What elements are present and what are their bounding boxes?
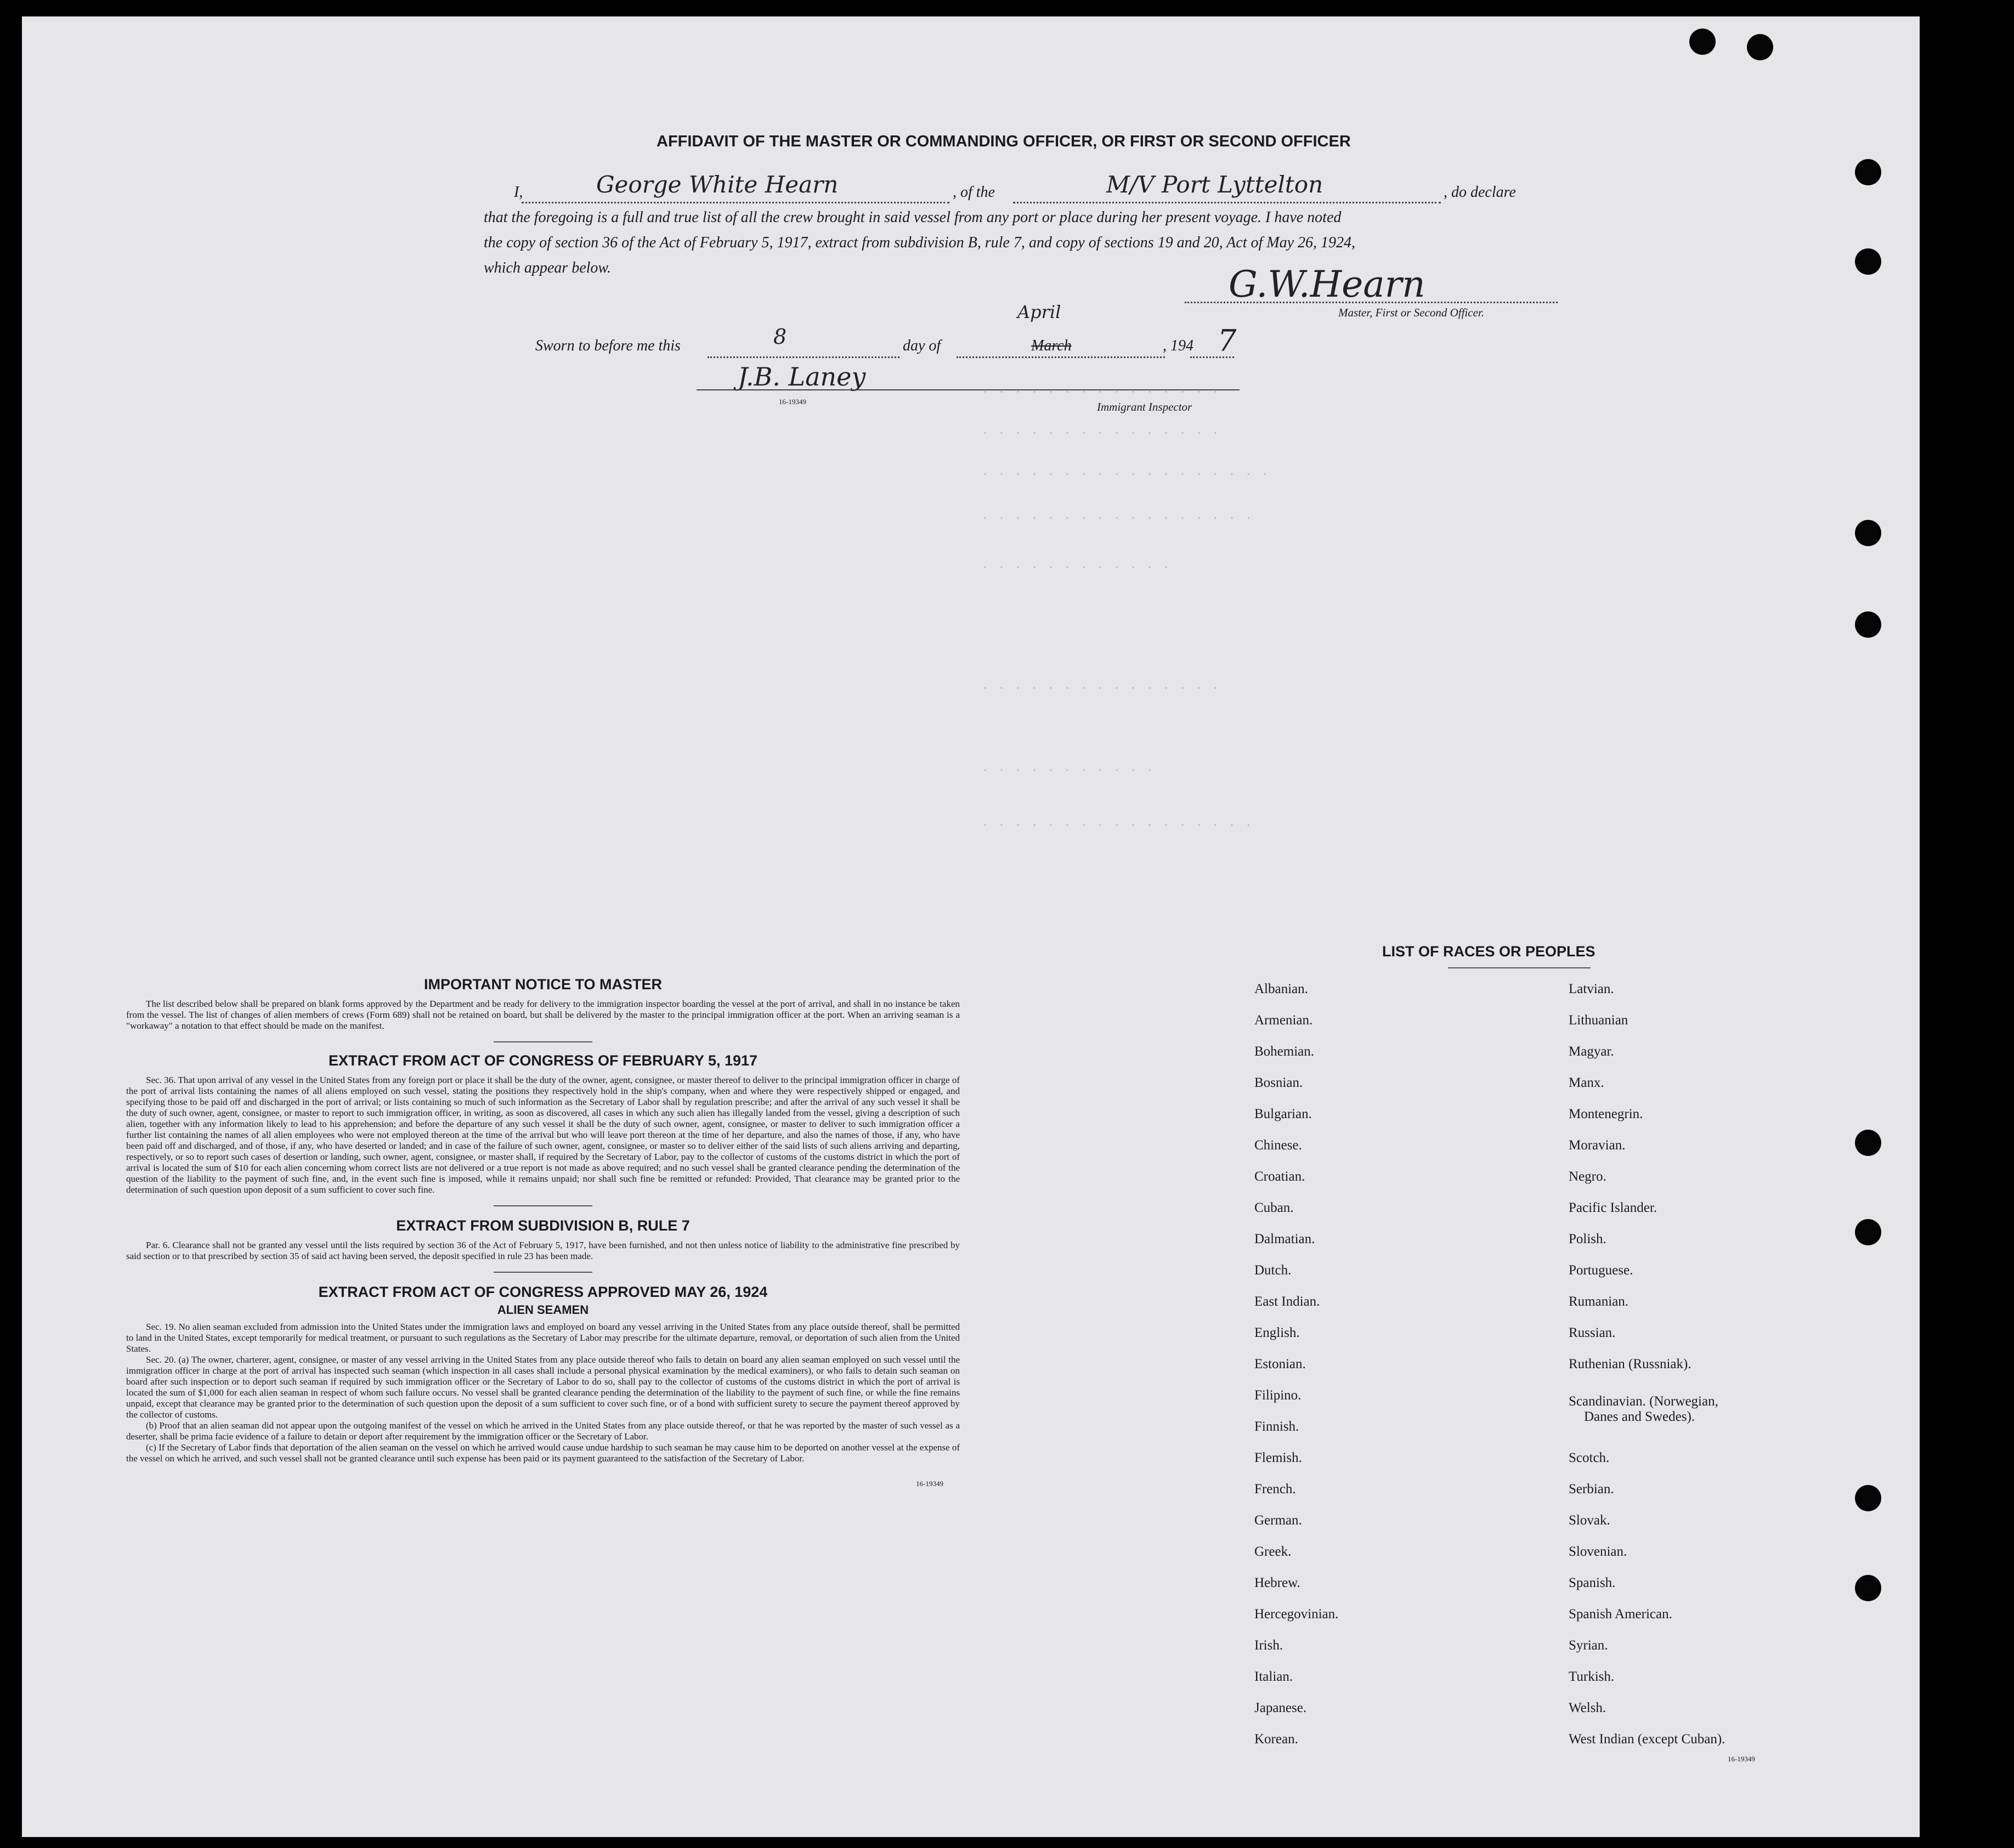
day-of-label: day of xyxy=(903,337,941,354)
race-item: Scandinavian. (Norwegian, xyxy=(1569,1394,1718,1409)
race-item: Chinese. xyxy=(1254,1138,1302,1153)
race-item: German. xyxy=(1254,1513,1302,1528)
master-caption: Master, First or Second Officer. xyxy=(1338,306,1484,319)
master-signature-line xyxy=(1185,302,1558,303)
race-item: Albanian. xyxy=(1254,982,1308,996)
inspector-form-code: 16-19349 xyxy=(779,398,806,406)
year-line xyxy=(1190,356,1234,358)
race-item: Manx. xyxy=(1569,1075,1604,1090)
race-item: Spanish American. xyxy=(1569,1607,1672,1622)
races-heading-rule xyxy=(1448,967,1591,968)
race-item: Cuban. xyxy=(1254,1200,1294,1215)
race-item: Japanese. xyxy=(1254,1700,1307,1715)
bleed-through-text: . . . . . . . . . . . . . . . xyxy=(982,384,1221,396)
race-item: Estonian. xyxy=(1254,1357,1306,1371)
inspector-signature-line xyxy=(697,389,1240,390)
act-1924-sec20a: Sec. 20. (a) The owner, charterer, agent, consignee, or master of any vessel arriving in the United States from any place outside thereof who fails to detain on board any alien seaman employed on such vessel until the immigration officer in charge at the port of arrival has inspected such seaman (which inspection in all cases shall include a personal physical examination by the medical examiners), or who fails to detain such seaman on board after such inspection or to deport such seaman if required by such immigration officer or the Secretary of Labor to do so, shall pay to the collector of customs of the customs district in which the port of arrival is located the sum of $1,000 for each alien seaman in respect of whom such failure occurs. No vessel shall be granted clearance pending the determination of the liability to the payment of such fine, or while the fine remains unpaid, except that clearance may be granted prior to the determination of such question upon the deposit of a sum sufficient to cover such fine, or of a bond with sufficient surety to secure the payment thereof approved by the collector of customs. xyxy=(126,1354,960,1420)
bleed-through-text: . . . . . . . . . . . . . . . xyxy=(982,680,1221,693)
race-item: Rumanian. xyxy=(1569,1294,1629,1309)
race-item: Croatian. xyxy=(1254,1169,1305,1184)
declaration-line-4: which appear below. xyxy=(484,259,612,276)
binder-hole xyxy=(1855,1130,1881,1156)
race-item: Filipino. xyxy=(1254,1388,1302,1403)
document-page xyxy=(22,16,1920,1837)
vessel-line xyxy=(1013,202,1441,203)
alien-seamen-subheading: ALIEN SEAMEN xyxy=(497,1303,589,1317)
race-item: Irish. xyxy=(1254,1638,1283,1653)
race-item: Scotch. xyxy=(1569,1450,1610,1465)
notice-heading: IMPORTANT NOTICE TO MASTER xyxy=(424,976,662,993)
race-item: Spanish. xyxy=(1569,1575,1616,1590)
master-signature: G.W.Hearn xyxy=(1229,263,1425,305)
notice-text: The list described below shall be prepared on blank forms approved by the Department and be ready for delivery to the immigration inspector boarding the vessel at the port of arrival, and shall in no instance be taken from the vessel. The list of changes of alien members of crews (Form 689) shall not be retained on board, but shall be delivered by the master to the principal immigration officer at the port. When an arriving seaman is a "workaway" a notation to that effect should be made on the manifest. xyxy=(126,999,960,1031)
binder-hole xyxy=(1855,1575,1881,1601)
race-item: Hebrew. xyxy=(1254,1575,1300,1590)
race-item: Bulgarian. xyxy=(1254,1107,1312,1121)
race-item: Russian. xyxy=(1569,1325,1616,1340)
act-1924-sec20b: (b) Proof that an alien seaman did not appear upon the outgoing manifest of the vessel on which he arrived in the United States from any place outside thereof, or that he was reported by the master of such vessel as a deserter, shall be prima facie evidence of a failure to detain or deport after requirement by the immigration officer or the Secretary of Labor. xyxy=(126,1420,960,1442)
binder-hole xyxy=(1855,520,1881,546)
race-item: Italian. xyxy=(1254,1669,1293,1684)
legal-notices-column xyxy=(126,976,960,1488)
section-divider xyxy=(494,1205,592,1206)
race-item: French. xyxy=(1254,1482,1296,1496)
binder-hole xyxy=(1855,611,1881,638)
binder-hole xyxy=(1855,1485,1881,1511)
act-1924-sec19: Sec. 19. No alien seaman excluded from admission into the United States under the immigration laws and employed on board any vessel arriving in the United States from any place outside thereof, shall be permitted to land in the United States, except temporarily for medical treatment, or pursuant to such regulations as the Secretary of Labor may prescribe for the ultimate departure, removal, or deportation of such alien from the United States. xyxy=(126,1322,960,1354)
race-item: Montenegrin. xyxy=(1569,1107,1643,1121)
declarant-name: George White Hearn xyxy=(596,171,839,198)
race-item: Dalmatian. xyxy=(1254,1232,1315,1246)
race-item: Dutch. xyxy=(1254,1263,1292,1278)
race-item: Latvian. xyxy=(1569,982,1614,996)
act-1924-sec20c: (c) If the Secretary of Labor finds that deportation of the alien seaman on the vessel on which he arrived would cause undue hardship to such seaman he may cause him to be deported on another vessel at the expense of the vessel on which he arrived, and such vessel shall not be granted clearance until such expense has been paid or its payment guaranteed to the satisfaction of the Secretary of Labor. xyxy=(126,1442,960,1464)
rule7-text: Par. 6. Clearance shall not be granted any vessel until the lists required by section 36 of the Act of February 5, 1917, have been furnished, and not then unless notice of liability to the administrative fine prescribed by said section or to that prescribed by section 35 of said act having been served, the deposit specified in rule 23 has been made. xyxy=(126,1240,960,1261)
race-item: Turkish. xyxy=(1569,1669,1615,1684)
race-item: Danes and Swedes). xyxy=(1584,1409,1695,1424)
bleed-through-text: . . . . . . . . . . . . . . . . . xyxy=(982,817,1254,830)
race-item: English. xyxy=(1254,1325,1300,1340)
act-1917-text: Sec. 36. That upon arrival of any vessel in the United States from any foreign port or place it shall be the duty of the owner, agent, consignee, or master thereof to deliver to the principal immigration officer in charge of the port of arrival lists containing the names of all aliens employed on such vessel, stating the positions they respectively hold in the ship's company, when and where they were respectively shipped or engaged, and specifying those to be paid off and discharged in the port of arrival; or lists containing so much of such information as the Secretary of Labor shall by regulation prescribe; and after the arrival of any such vessel it shall be the duty of such owner, agent, consignee, or master to report to such immigration officer, in writing, as soon as discovered, all cases in which any such alien has illegally landed from the vessel, giving a description of such alien, together with any information likely to lead to his apprehension; and before the departure of any such vessel it shall be the duty of such owner, agent, consignee, or master to deliver to such immigration officer a further list containing the names of all alien employees who were not employed thereon at the time of the arrival but who will leave port thereon at the time of her departure, and also the names of those, if any, who have been paid off and discharged, and of those, if any, who have deserted or landed; and in case of the failure of such owner, agent, consignee, or master so to deliver either of the said lists of such aliens arriving and departing, respectively, or so to report such cases of desertion or landing, such owner, agent, consignee, or master shall, if required by the Secretary of Labor, pay to the collector of customs of the customs district in which the port of arrival is located the sum of $10 for each alien concerning whom correct lists are not delivered or a true report is not made as above required; and no such vessel shall be granted clearance pending the determination of the question of the liability to the payment of such fine, and, in the event such fine is imposed, while it remains unpaid; nor shall such fine be remitted or refunded: Provided, That clearance may be granted prior to the determination of such question upon deposit of a sum sufficient to cover such fine. xyxy=(126,1075,960,1195)
race-item: Korean. xyxy=(1254,1732,1298,1747)
race-item: Bosnian. xyxy=(1254,1075,1303,1090)
rule7-heading: EXTRACT FROM SUBDIVISION B, RULE 7 xyxy=(396,1217,690,1234)
bleed-through-text: . . . . . . . . . . . . . . . xyxy=(982,425,1221,438)
race-item: Serbian. xyxy=(1569,1482,1614,1496)
inspector-caption: Immigrant Inspector xyxy=(1097,400,1192,413)
race-item: Syrian. xyxy=(1569,1638,1608,1653)
races-form-code: 16-19349 xyxy=(1728,1755,1755,1763)
race-item: Pacific Islander. xyxy=(1569,1200,1657,1215)
of-the-label: , of the xyxy=(953,184,995,201)
declarant-name-line xyxy=(522,202,949,203)
binder-hole xyxy=(1855,248,1881,275)
declaration-line-3: the copy of section 36 of the Act of February 5, 1917, extract from subdivision B, rule 7, and copy of sections 19 and 20, Act of May 26, 1924, xyxy=(484,234,1356,251)
inspector-signature: J.B. Laney xyxy=(738,362,866,392)
races-heading: LIST OF RACES OR PEOPLES xyxy=(1382,943,1596,960)
affidavit-title: AFFIDAVIT OF THE MASTER OR COMMANDING OFFICER, OR FIRST OR SECOND OFFICER xyxy=(657,133,1351,150)
race-item: Portuguese. xyxy=(1569,1263,1633,1278)
race-item: Negro. xyxy=(1569,1169,1606,1184)
do-declare-label: , do declare xyxy=(1444,184,1516,201)
bleed-through-text: . . . . . . . . . . . . xyxy=(982,559,1172,572)
race-item: Hercegovinian. xyxy=(1254,1607,1339,1622)
declarant-label: I, xyxy=(514,184,523,201)
year-written: 7 xyxy=(1218,324,1237,358)
race-item: Slovenian. xyxy=(1569,1544,1627,1559)
section-divider xyxy=(494,1041,592,1042)
race-item: Bohemian. xyxy=(1254,1044,1315,1059)
binder-hole xyxy=(1689,29,1716,55)
bleed-through-text: . . . . . . . . . . . . . . . . . . xyxy=(982,466,1270,479)
year-printed: , 194 xyxy=(1163,337,1193,354)
race-item: Polish. xyxy=(1569,1232,1606,1246)
race-item: Greek. xyxy=(1254,1544,1292,1559)
month-crossed: March xyxy=(1031,337,1072,354)
bleed-through-text: . . . . . . . . . . . . . . . . . xyxy=(982,510,1254,523)
month-written: April xyxy=(1017,302,1061,322)
sworn-label: Sworn to before me this xyxy=(535,337,681,354)
race-item: Magyar. xyxy=(1569,1044,1614,1059)
race-item: West Indian (except Cuban). xyxy=(1569,1732,1726,1747)
race-item: Slovak. xyxy=(1569,1513,1610,1528)
binder-hole xyxy=(1747,34,1773,60)
bleed-through-text: . . . . . . . . . . . xyxy=(982,762,1155,775)
sworn-day-line xyxy=(708,356,899,358)
binder-hole xyxy=(1855,159,1881,185)
race-item: Flemish. xyxy=(1254,1450,1302,1465)
race-item: Ruthenian (Russniak). xyxy=(1569,1357,1691,1371)
section-divider xyxy=(494,1272,592,1273)
act-1917-heading: EXTRACT FROM ACT OF CONGRESS OF FEBRUARY 5, 1917 xyxy=(328,1052,758,1069)
declaration-line-2: that the foregoing is a full and true list of all the crew brought in said vessel from any port or place during her present voyage. I have noted xyxy=(484,209,1342,226)
race-item: Armenian. xyxy=(1254,1013,1313,1028)
race-item: Finnish. xyxy=(1254,1419,1299,1434)
vessel-name: M/V Port Lyttelton xyxy=(1106,171,1323,198)
race-item: East Indian. xyxy=(1254,1294,1320,1309)
binder-hole xyxy=(1855,1219,1881,1245)
act-1924-heading: EXTRACT FROM ACT OF CONGRESS APPROVED MAY 26, 1924 xyxy=(318,1284,768,1300)
notices-form-code: 16-19349 xyxy=(916,1479,943,1488)
race-item: Moravian. xyxy=(1569,1138,1626,1153)
race-item: Welsh. xyxy=(1569,1700,1606,1715)
sworn-day: 8 xyxy=(773,325,787,349)
race-item: Lithuanian xyxy=(1569,1013,1628,1028)
